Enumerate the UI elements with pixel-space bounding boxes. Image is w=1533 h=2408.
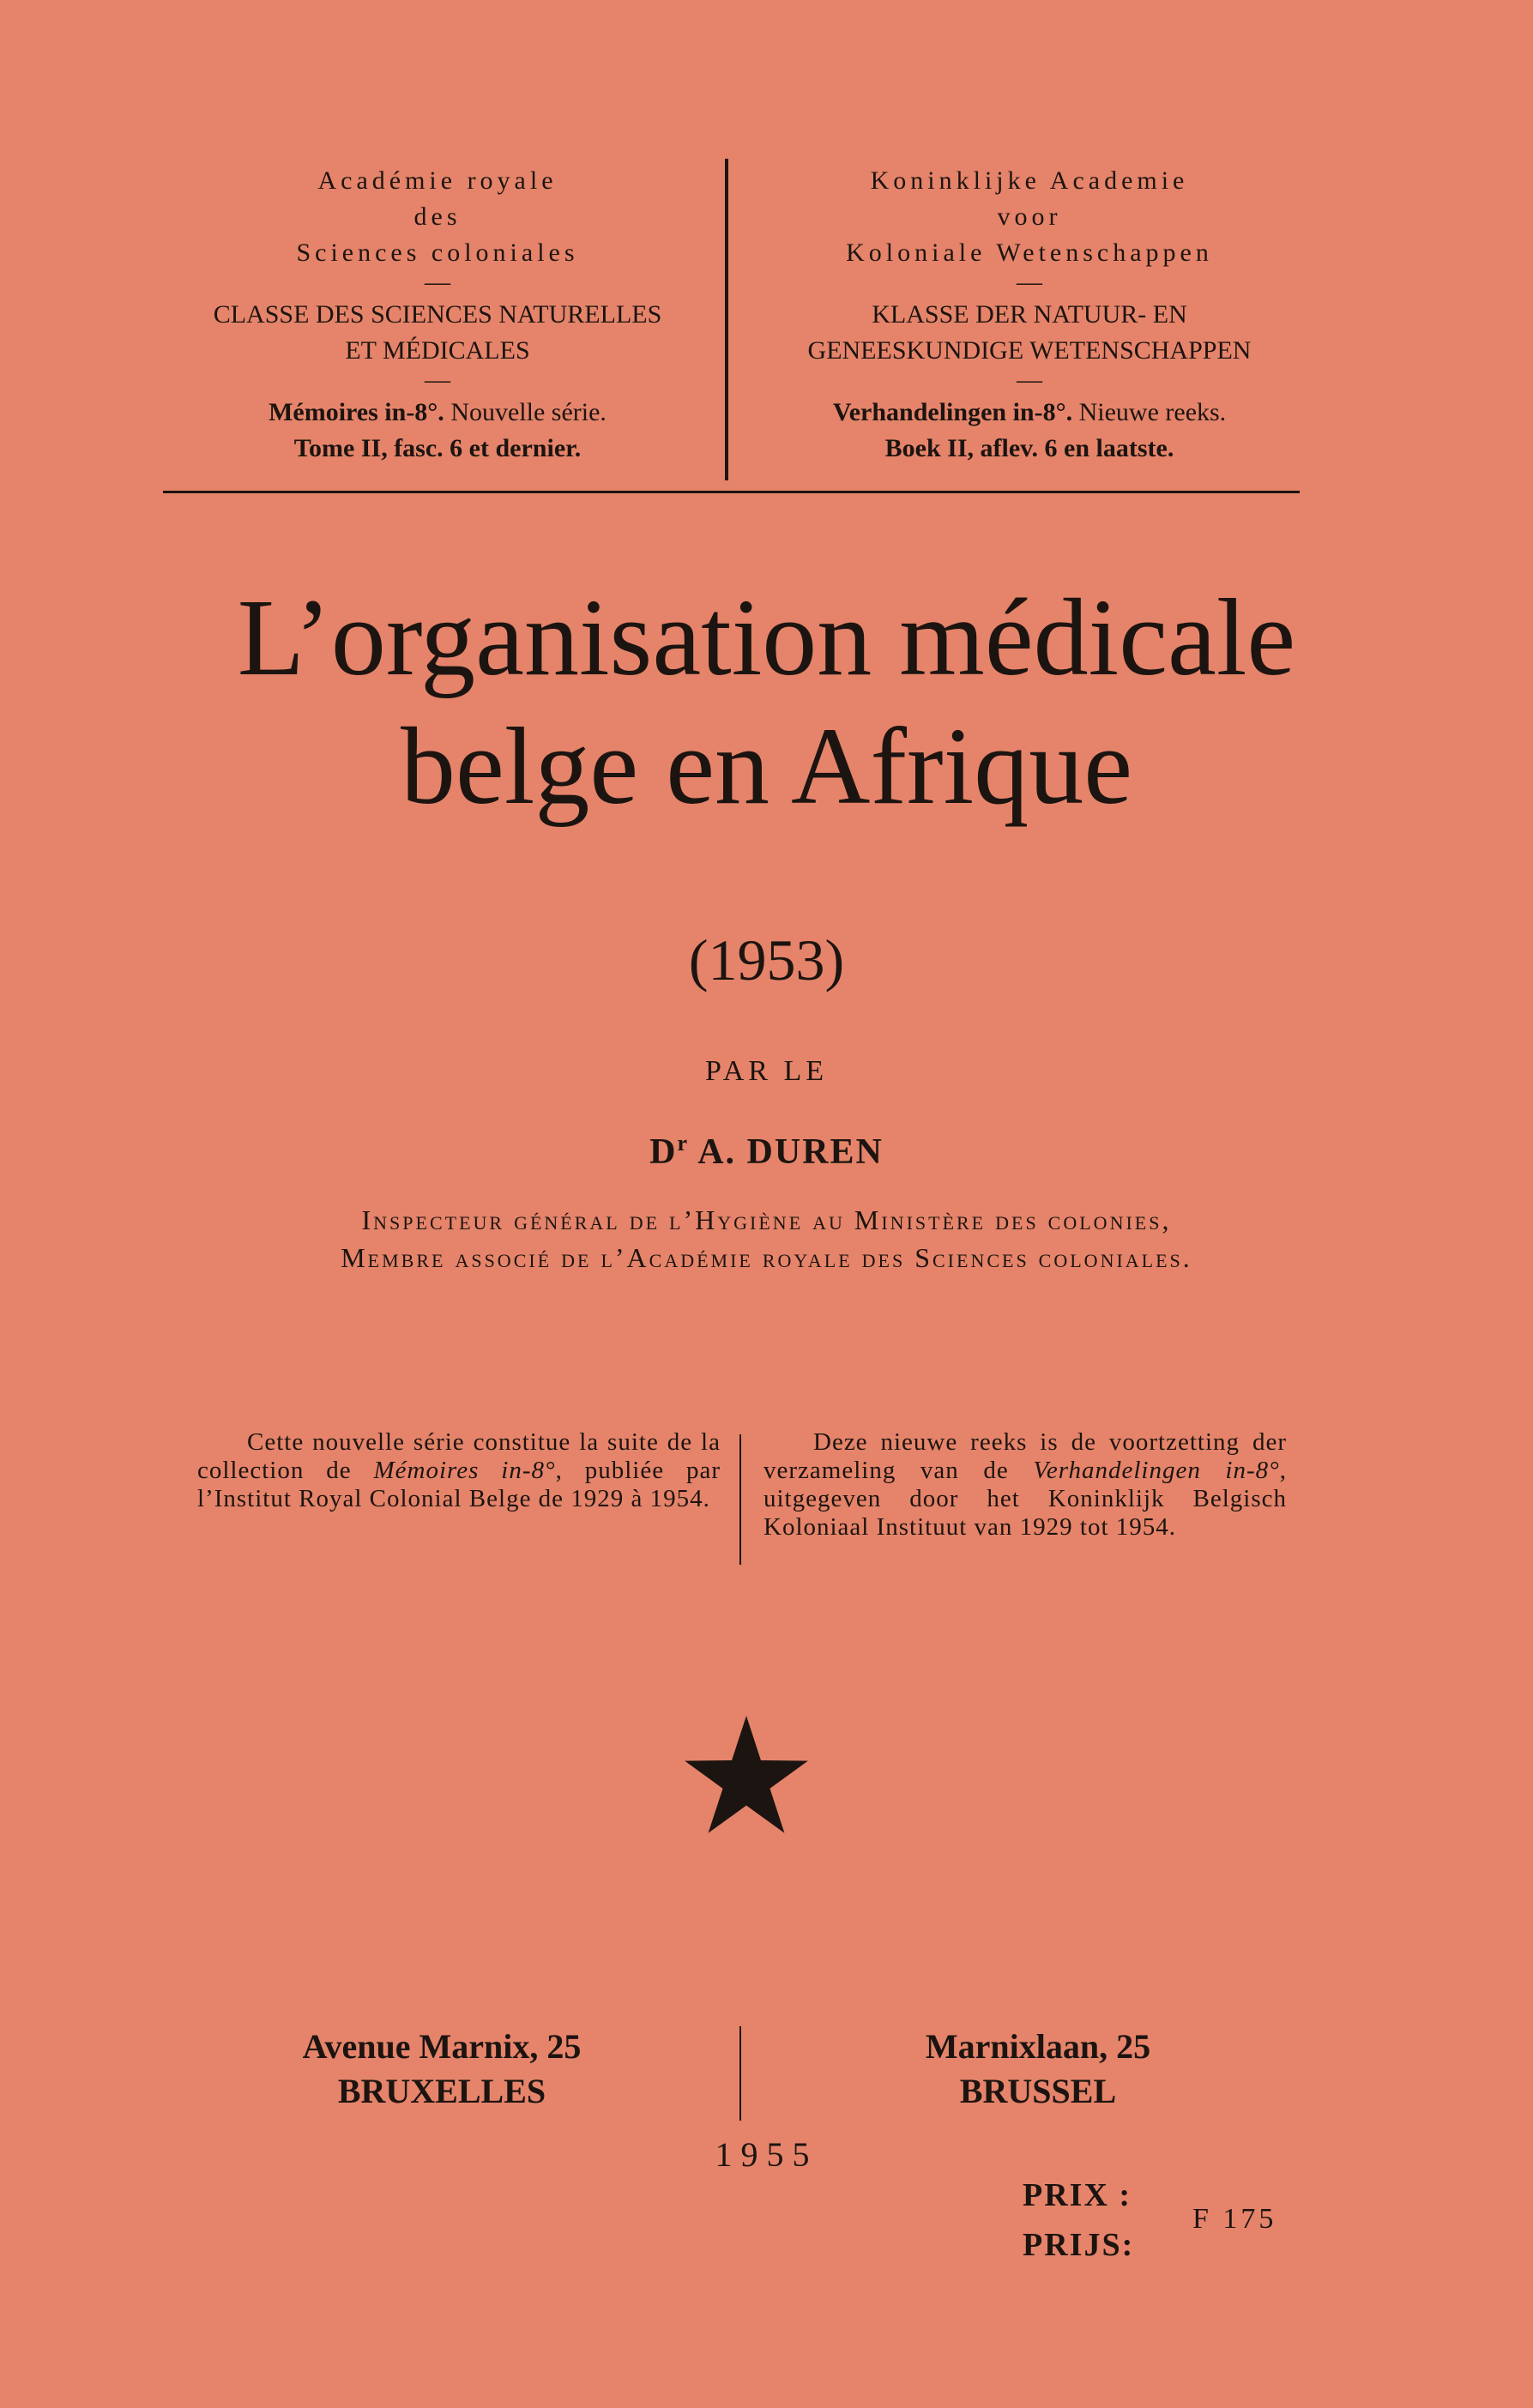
note-nl-italic: Verhandelingen in-8° [1033,1457,1280,1484]
class-name-nl-line1: KLASSE DER NATUUR- EN [872,300,1187,329]
address-fr-street: Avenue Marnix, 25 [302,2027,582,2066]
star-icon [685,1716,808,1834]
author-affiliation [0,1201,1533,1276]
book-title-line2: belge en Afrique [401,705,1132,827]
affiliation-line2: Membre associé de l’Académie royale des Sciences coloniales. [341,1242,1192,1273]
header-right-column [746,163,1313,467]
header-dash: — [425,365,450,394]
author-intro: PAR LE [704,1055,829,1087]
author-name [0,1131,1533,1173]
publisher-address-fr [249,2025,635,2114]
tome-nl: Boek II, aflev. 6 en laatste. [884,434,1174,462]
academy-name-fr-line2: des [413,202,462,231]
author-surname: A. DUREN [689,1132,884,1172]
note-fr-text-end: , publiée par l’Institut Royal Colonial Belge de 1929 à 1954. [197,1457,721,1512]
note-fr-text: Cette nouvelle série constitue la suite de la collection de [197,1428,721,1484]
author-prefix-sup: r [677,1131,690,1156]
academy-name-nl-line1: Koninklijke Academie [870,166,1189,195]
footer-divider [739,2026,741,2121]
note-divider [739,1434,741,1565]
price-labels [1023,2170,1134,2270]
address-fr-city: BRUXELLES [337,2072,546,2110]
book-title-line1: L’organisation médicale [237,576,1296,698]
series-nl-rest: Nieuwe reeks. [1072,398,1227,426]
academy-name-nl-line3: Koloniale Wetenschappen [846,238,1213,267]
book-title [0,573,1533,830]
address-nl-street: Marnixlaan, 25 [925,2027,1151,2066]
series-note-fr [197,1428,721,1513]
class-name-nl-line2: GENEESKUNDIGE WETENSCHAPPEN [807,336,1252,365]
header-left-column [154,163,721,467]
header-dash: — [425,268,450,296]
note-nl-text: Deze nieuwe reeks is de voortzetting der verzameling van de [763,1428,1287,1484]
publisher-address-nl [866,2025,1210,2114]
address-nl-city: BRUSSEL [959,2072,1117,2110]
publication-year: 1955 [715,2135,818,2174]
academy-name-fr-line3: Sciences coloniales [296,238,579,267]
author-prefix: D [649,1132,678,1172]
price-value: F 175 [1192,2203,1277,2235]
header-dash: — [1017,365,1042,394]
note-nl-text-end: , uitgegeven door het Koninklijk Belgisch Koloniaal Instituut van 1929 tot 1954. [763,1457,1287,1541]
tome-fr: Tome II, fasc. 6 et dernier. [293,434,582,462]
header-bottom-rule [163,491,1300,493]
class-name-fr-line1: CLASSE DES SCIENCES NATURELLES [213,300,662,329]
header-dash: — [1017,268,1042,296]
affiliation-line1: Inspecteur général de l’Hygiène au Ministère des colonies, [361,1204,1172,1235]
header-divider [725,159,728,480]
series-nl-bold: Verhandelingen in-8°. [832,398,1073,426]
series-fr [154,395,721,431]
price-label-nl: PRIJS: [1023,2227,1135,2263]
academy-name-nl-line2: voor [997,202,1062,231]
series-nl [746,395,1313,431]
note-fr-italic: Mémoires in-8° [373,1457,556,1484]
price-label-fr: PRIX : [1023,2177,1132,2213]
book-year: (1953) [688,927,845,993]
series-note-nl [763,1428,1287,1542]
series-fr-rest: Nouvelle série. [444,398,607,426]
class-name-fr-line2: ET MÉDICALES [345,336,530,365]
academy-name-fr-line1: Académie royale [317,166,558,195]
series-fr-bold: Mémoires in-8°. [269,398,444,426]
